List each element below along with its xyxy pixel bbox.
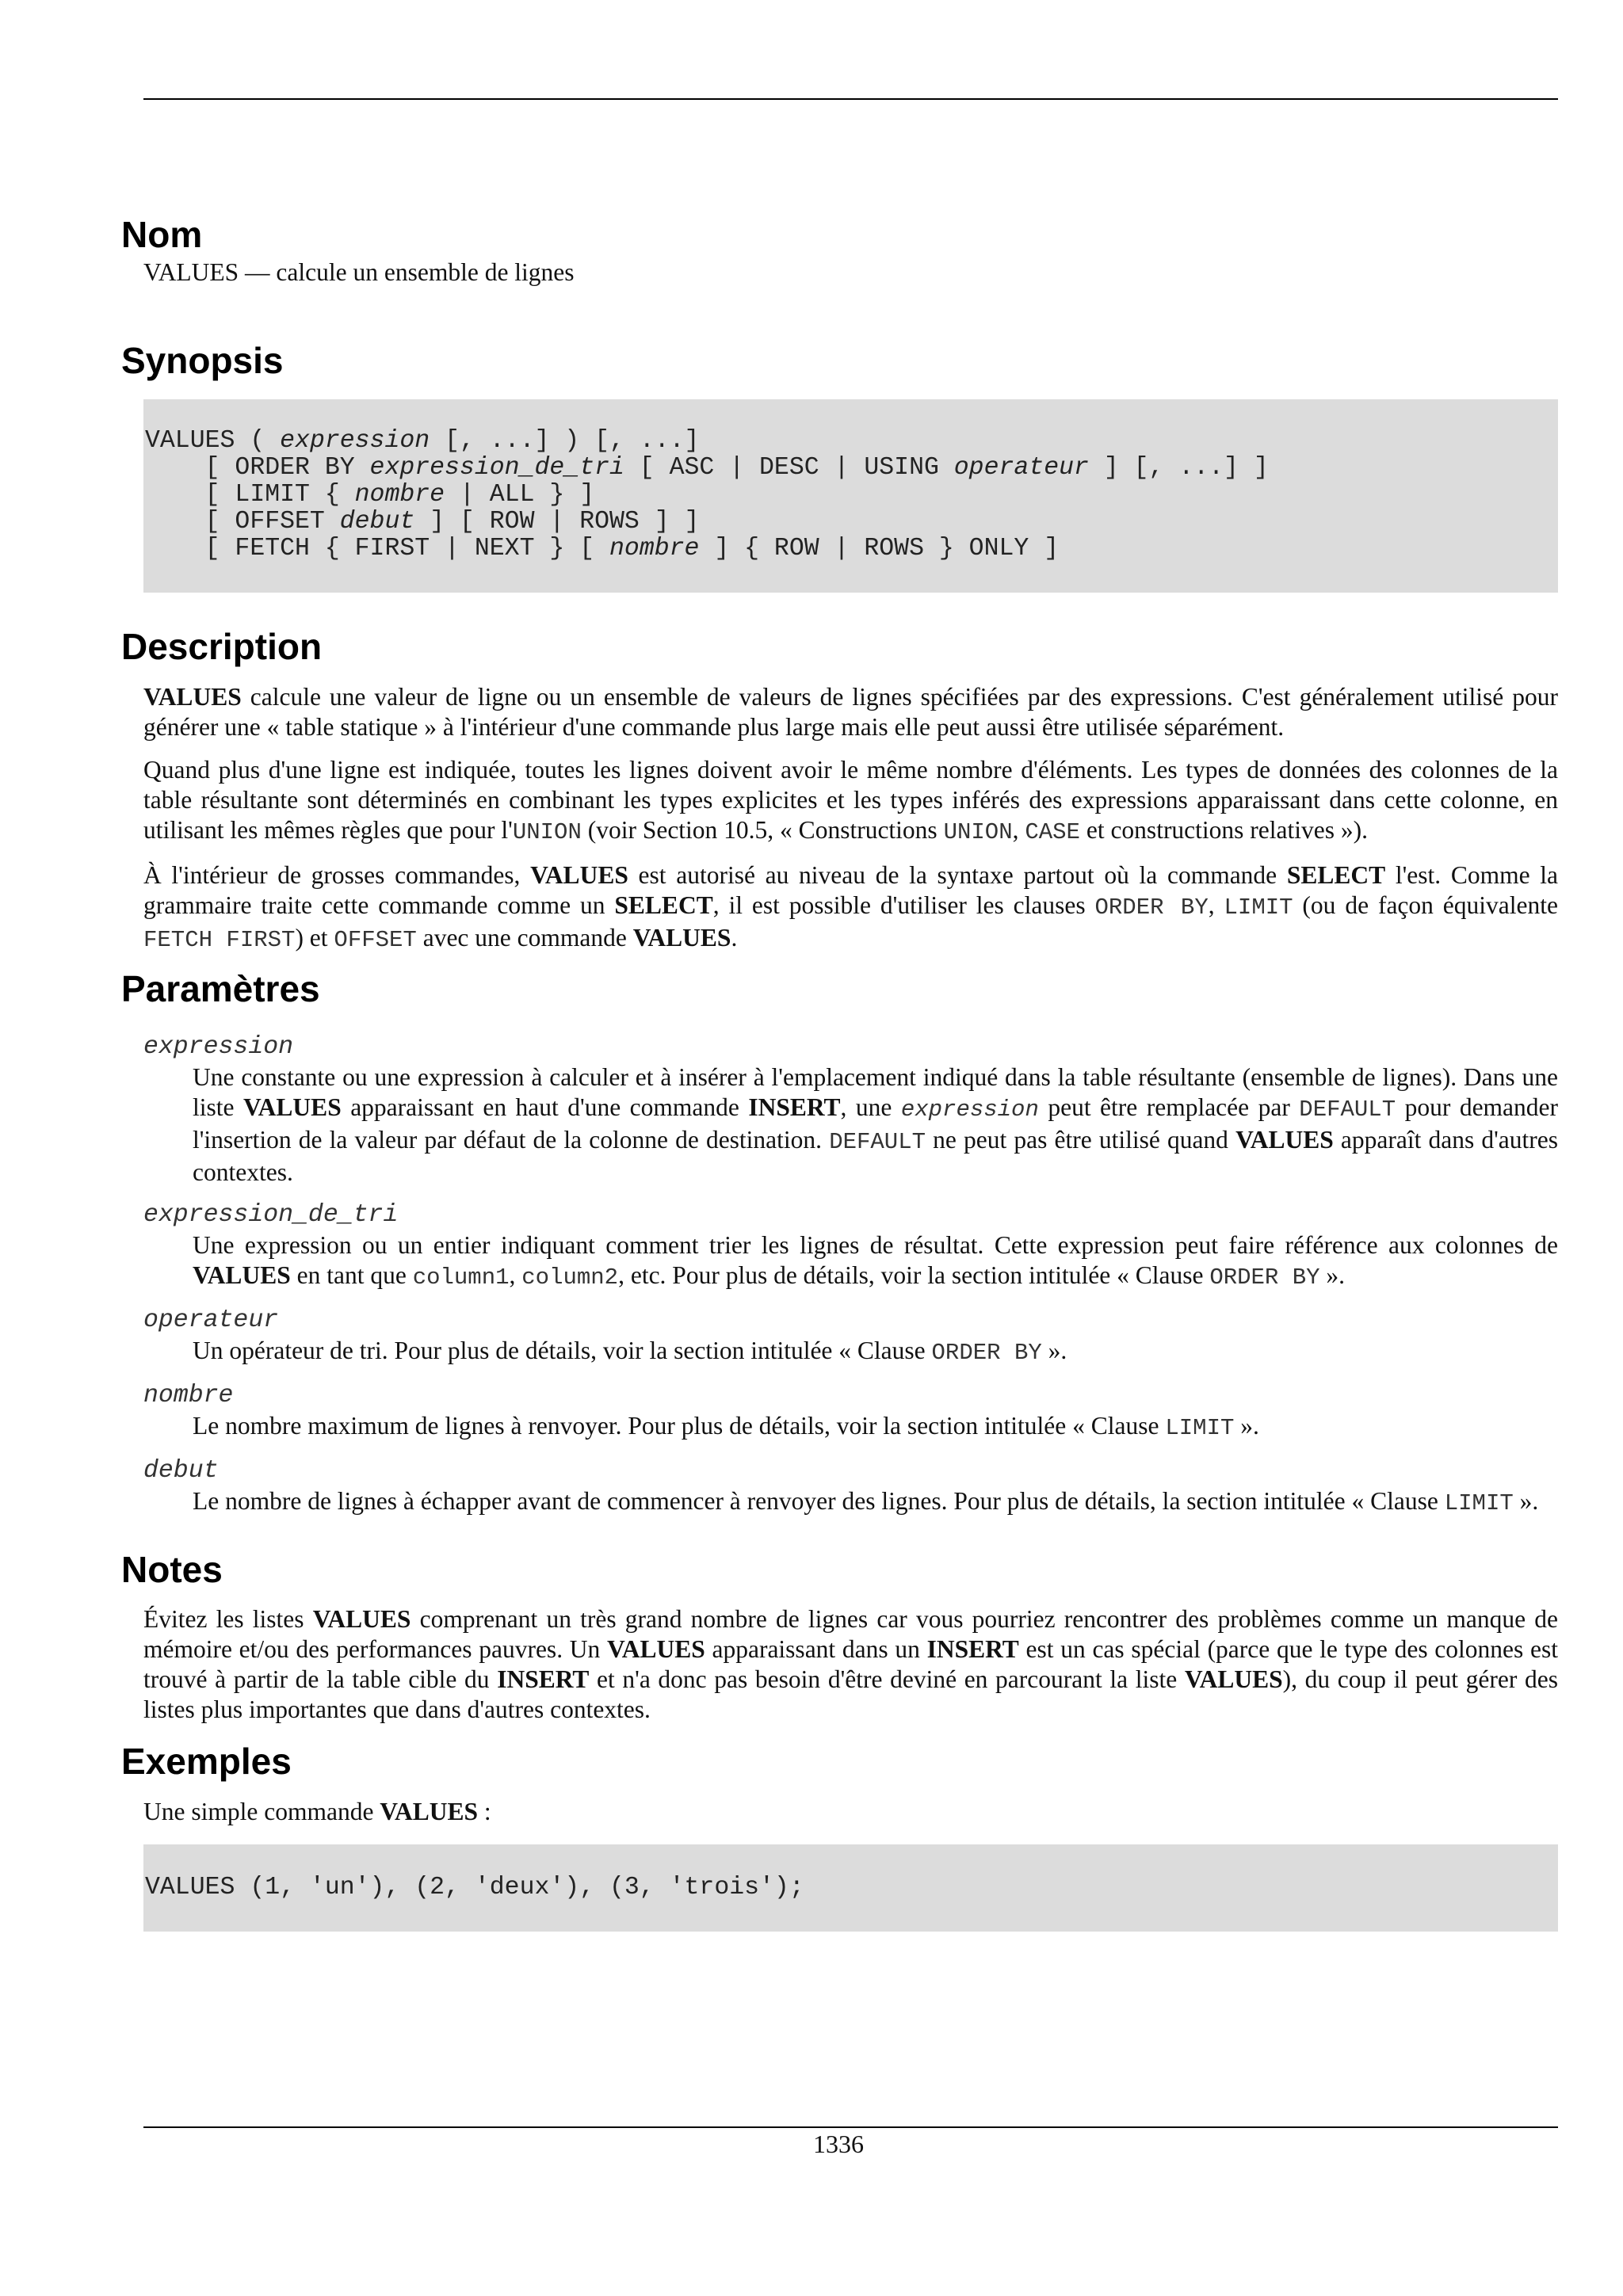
code-literal: CASE [1025,818,1080,845]
keyword: VALUES [1184,1665,1283,1694]
parameter-term: debut [143,1456,219,1485]
text-run: Une simple commande [143,1798,380,1826]
text-run: est un cas spécial (parce que le type des colonnes est trouvé à partir de la table cible du [143,1635,1558,1694]
example-code-block: VALUES (1, 'un'), (2, 'deux'), (3, 'trois'); [143,1844,1558,1932]
heading-exemples: Exemples [121,1741,292,1783]
keyword: VALUES [143,682,242,711]
code-literal: ORDER BY [1209,1264,1320,1291]
section-nom [121,214,1558,288]
code-literal: ORDER BY [1094,894,1209,921]
text-run: Une constante ou une expression à calculer et à insérer à l'emplacement indiqué dans la table résultante (ensemble de lignes). Dans une liste [193,1062,1558,1121]
code-literal: DEFAULT [829,1128,926,1155]
text-run: est autorisé au niveau de la syntaxe partout où la commande [628,860,1287,889]
heading-description: Description [121,625,323,667]
text-run: ne peut pas être utilisé quand [926,1125,1236,1154]
text-run: : [478,1798,491,1826]
parameter-term: operateur [143,1306,279,1334]
text-run: [ FETCH { FIRST | NEXT } [ [145,534,609,563]
keyword: VALUES [193,1261,291,1289]
text-run: apparaît dans d'autres contextes. [193,1125,1558,1186]
keyword: VALUES [312,1605,411,1634]
keyword: SELECT [614,891,713,919]
text-run: pour demander l'insertion de la valeur par défaut de la colonne de destination. [193,1093,1558,1154]
text-run: À l'intérieur de grosses commandes, [143,860,531,889]
parameter-definition [193,1411,1558,1444]
text-run: en tant que [290,1261,413,1289]
heading-notes: Notes [121,1548,223,1590]
text-run: ) et [295,923,334,952]
placeholder-term: nombre [609,534,700,563]
text-run: , il est possible d'utiliser les clauses [712,891,1095,919]
exemples-intro [143,1797,1558,1827]
text-run: l'est. Comme la grammaire traite cette commande comme un [143,860,1558,919]
text-run: , [1012,815,1025,844]
synopsis-line [145,536,1558,563]
keyword: INSERT [926,1635,1019,1664]
text-run: ». [1041,1336,1067,1364]
keyword: VALUES [1235,1125,1334,1154]
code-literal: LIMIT [1444,1489,1514,1516]
notes-body [143,1604,1558,1725]
text-run: et n'a donc pas besoin d'être deviné en parcourant la liste [589,1665,1185,1694]
text-run: ] { ROW | ROWS } ONLY ] [699,534,1060,563]
section-parametres [121,968,1558,1519]
text-run: apparaissant en haut d'une commande [341,1093,749,1121]
heading-parametres: Paramètres [121,967,320,1009]
placeholder-term: expression [280,426,430,455]
text-run: Quand plus d'une ligne est indiquée, toutes les lignes doivent avoir le même nombre d'éléments. Les types de données des colonnes de la table résultante sont déterminés en combinant les types explicites et les types inférés des expressions apparaissant dans cette colonne, en utilisant les mêmes règles que pour l' [143,755,1558,844]
code-literal: LIMIT [1165,1414,1235,1441]
text-run: ». [1319,1261,1346,1289]
parameter-reference: expression [900,1096,1039,1123]
text-run: peut être remplacée par [1038,1093,1300,1121]
text-run: [, ...] ) [, ...] [430,426,700,455]
synopsis-line [145,509,1558,536]
notes-paragraph [143,1604,1558,1725]
keyword: VALUES [380,1798,479,1826]
text-run: Le nombre maximum de lignes à renvoyer. Pour plus de détails, voir la section intitulée « Clause [193,1411,1166,1440]
keyword: SELECT [1286,860,1386,889]
text-run: Une expression ou un entier indiquant comment trier les lignes de résultat. Cette expression peut faire référence aux colonnes de [193,1230,1558,1259]
top-rule [143,98,1558,100]
text-run: , [1208,891,1224,919]
nom-description: VALUES — calcule un ensemble de lignes [143,257,575,286]
keyword: INSERT [748,1093,841,1121]
section-synopsis [121,340,1558,593]
text-run: Le nombre de lignes à échapper avant de commencer à renvoyer des lignes. Pour plus de détails, la section intitulée « Clause [193,1486,1445,1515]
text-run: [ ASC | DESC | USING [624,453,954,482]
keyword: VALUES [530,860,628,889]
synopsis-line [145,482,1558,509]
text-run: calcule une valeur de ligne ou un ensemble de valeurs de lignes spécifiées par des expressions. C'est généralement utilisé pour générer une « table statique » à l'intérieur d'une commande plus large mais elle peut aussi être utilisée séparément. [143,682,1558,741]
text-run: ] [, ...] ] [1088,453,1269,482]
page-content [121,214,1558,1932]
text-run: [ LIMIT { [145,480,355,509]
text-run: , etc. Pour plus de détails, voir la section intitulée « Clause [618,1261,1210,1289]
placeholder-term: debut [339,507,415,536]
placeholder-term: nombre [354,480,445,509]
text-run: Un opérateur de tri. Pour plus de détails, voir la section intitulée « Clause [193,1336,932,1364]
synopsis-code-block [143,399,1558,593]
text-run: [ OFFSET [145,507,340,536]
parameter-list [143,1032,1558,1519]
placeholder-term: expression_de_tri [369,453,624,482]
text-run: . [731,923,738,952]
keyword: INSERT [497,1665,590,1694]
text-run: Évitez les listes [143,1605,313,1634]
parameter-term: expression [143,1032,294,1061]
code-literal: LIMIT [1224,894,1293,921]
text-run: ». [1513,1486,1539,1515]
text-run: (voir Section 10.5, « Constructions [581,815,944,844]
text-run: , [509,1261,522,1289]
heading-nom: Nom [121,214,203,255]
text-run: ] [ ROW | ROWS ] ] [414,507,700,536]
text-run: VALUES ( [145,426,281,455]
text-run: (ou de façon équivalente [1293,891,1558,919]
synopsis-line [145,428,1558,455]
keyword: VALUES [607,1635,705,1664]
parameter-term: nombre [143,1381,234,1409]
text-run: ), du coup il peut gérer des listes plus importantes que dans d'autres contextes. [143,1665,1558,1724]
text-run: [ ORDER BY [145,453,370,482]
code-literal: ORDER BY [931,1339,1042,1366]
text-run: | ALL } ] [445,480,595,509]
placeholder-term: operateur [953,453,1089,482]
parameter-definition [193,1230,1558,1293]
exemples-body [143,1797,1558,1827]
bottom-rule [143,2126,1558,2128]
description-paragraph [143,755,1558,848]
synopsis-line [145,455,1558,482]
text-run: apparaissant dans un [705,1635,927,1664]
description-body [143,682,1558,955]
code-literal: DEFAULT [1299,1096,1396,1123]
text-run: ». [1234,1411,1259,1440]
code-literal: UNION [512,818,582,845]
section-notes [121,1549,1558,1726]
description-paragraph [143,860,1558,955]
parameter-definition [193,1062,1558,1188]
code-literal: column1 [412,1264,510,1291]
keyword: VALUES [632,923,731,952]
section-description [121,626,1558,955]
text-run: , une [840,1093,901,1121]
keyword: VALUES [242,1093,342,1121]
description-paragraph [143,682,1558,742]
code-literal: UNION [943,818,1013,845]
nom-text [143,257,1558,288]
code-literal: FETCH FIRST [143,926,296,953]
parameter-definition [193,1486,1558,1519]
text-run: et constructions relatives »). [1079,815,1368,844]
section-exemples [121,1741,1558,1932]
code-literal: OFFSET [334,926,417,953]
heading-synopsis: Synopsis [121,339,284,381]
text-run: comprenant un très grand nombre de lignes car vous pourriez rencontrer des problèmes comme un manque de mémoire et/ou des performances pauvres. Un [143,1605,1558,1664]
parameter-definition [193,1336,1558,1368]
page-number: 1336 [813,2130,864,2158]
text-run: avec une commande [416,923,633,952]
parameter-term: expression_de_tri [143,1200,399,1229]
code-literal: column2 [521,1264,619,1291]
